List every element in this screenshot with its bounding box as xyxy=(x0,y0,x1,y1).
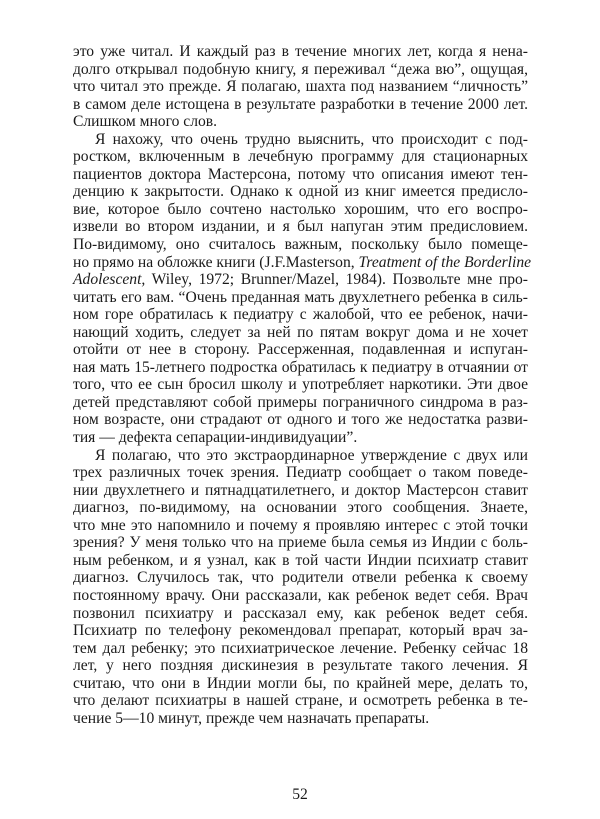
text-line: трех различных точек зрения. Педиатр сообщает о таком поведе- xyxy=(73,464,528,482)
paragraph xyxy=(73,43,528,131)
text-line: тия — дефекта сепарации-индивидуации”. xyxy=(73,429,358,447)
text-line: отойти от нее в сторону. Рассерженная, подавленная и испуган- xyxy=(73,341,528,359)
text-line: но прямо на обложке книги (J.F.Masterson, Treatment of the Borderline xyxy=(73,253,532,271)
page-number: 52 xyxy=(292,786,308,803)
text-line: По-видимому, оно считалось важным, поскольку было помеще- xyxy=(73,236,528,254)
text-line: извели во втором издании, и я был напуган этим предисловием. xyxy=(73,218,528,236)
text-line: что читал это прежде. Я полагаю, шахта под названием “личность” xyxy=(73,78,528,96)
text-line: вие, которое было сочтено настолько хорошим, что его воспро- xyxy=(73,200,528,218)
text-line: Слишком много слов. xyxy=(73,113,218,131)
body-text xyxy=(73,43,532,727)
text-line: денцию к закрытости. Однако к одной из книг имеется предисло- xyxy=(73,183,528,201)
text-line: нии двухлетнего и пятнадцатилетнего, и доктор Мастерсон ставит xyxy=(73,481,528,499)
text-line: зрения? У меня только что на приеме была семья из Индии с боль- xyxy=(73,534,528,552)
text-line: это уже читал. И каждый раз в течение многих лет, когда я нена- xyxy=(73,43,528,60)
text-line: что мне это напомнило и почему я проявляю интерес с этой точки xyxy=(73,516,528,534)
text-line: считаю, что они в Индии могли бы, по крайней мере, делать то, xyxy=(73,674,528,692)
text-line: Adolescent, Wiley, 1972; Brunner/Mazel, 1984). Позвольте мне про- xyxy=(73,271,528,289)
text-line: чение 5—10 минут, прежде чем назначать препараты. xyxy=(73,709,430,727)
text-line: позвонил психиатру и рассказал ему, как ребенок ведет себя. xyxy=(73,604,528,622)
text-line: пациентов доктора Мастерсона, потому что описания имеют тен- xyxy=(73,165,528,183)
text-line: что делают психиатры в нашей стране, и осмотреть ребенка в те- xyxy=(73,692,528,710)
text-line: читать его вам. “Очень преданная мать двухлетнего ребенка в силь- xyxy=(73,288,528,306)
italic-title: Adolescent, xyxy=(73,271,146,289)
text-line: постоянному врачу. Они рассказали, как ребенок ведет себя. Врач xyxy=(73,586,528,604)
text-line: лет, у него поздняя дискинезия в результате такого лечения. Я xyxy=(73,657,528,675)
text-line: диагноз, по-видимому, на основании этого сообщения. Знаете, xyxy=(73,499,528,517)
paragraph xyxy=(73,447,528,728)
text-line: в самом деле истощена в результате разработки в течение 2000 лет. xyxy=(73,95,528,113)
italic-title: Treatment of the Borderline xyxy=(358,253,532,271)
text-line: ном возрасте, они страдают от одного и того же недостатка разви- xyxy=(73,411,528,429)
text-line: Я полагаю, что это экстраординарное утверждение с двух или xyxy=(95,446,528,464)
text-line: детей представляют собой примеры пограничного синдрома в раз- xyxy=(73,393,528,411)
text-line: тем дал ребенку; это психиатрическое лечение. Ребенку сейчас 18 xyxy=(73,639,528,657)
text-line: нающий ходить, следует за ней по пятам вокруг дома и не хочет xyxy=(73,323,528,341)
text-line: ростком, включенным в лечебную программу для стационарных xyxy=(73,148,528,166)
text-line: долго открывал подобную книгу, я переживал “дежа вю”, ощущая, xyxy=(73,60,528,78)
text-line: ном горе обратилась к педиатру с жалобой, что ее ребенок, начи- xyxy=(73,306,528,324)
text-line: того, что ее сын бросил школу и употребляет наркотики. Эти двое xyxy=(73,376,528,394)
text-line: Психиатр по телефону рекомендовал препарат, который врач за- xyxy=(73,622,528,640)
text-line: Я нахожу, что очень трудно выяснить, что происходит с под- xyxy=(95,130,528,148)
text-line: ным ребенком, и я узнал, как в той части Индии психиатр ставит xyxy=(73,551,528,569)
text-line: ная мать 15-летнего подростка обратилась к педиатру в отчаянии от xyxy=(73,358,528,376)
paragraph xyxy=(73,130,532,447)
text-line: диагноз. Случилось так, что родители отвели ребенка к своему xyxy=(73,569,528,587)
